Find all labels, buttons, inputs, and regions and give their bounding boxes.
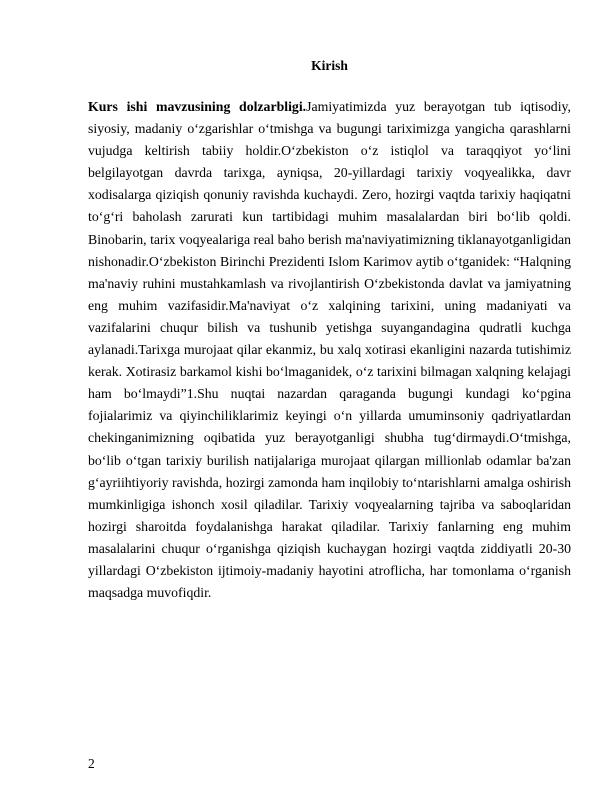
paragraph-text: Jamiyatimizda yuz berayotgan tub iqtisodiy, siyosiy, madaniy o‘zgarishlar o‘tmishga va bugungi tariximizga yangicha qarashlarni vujudga keltirish tabiiy holdir.O‘zbekiston o‘z istiqlol va taraqqiyot yo‘lini belgilayotgan davrda tarixga, ayniqsa, 20-yillardagi tarixiy voqyealikka, davr xodisalarga qiziqish qonuniy ravishda kuchaydi. Zero, hozirgi vaqtda tarixiy haqiqatni to‘g‘ri baholash zarurati kun tartibidagi muhim masalalardan biri bo‘lib qoldi. Binobarin, tarix voqyealariga real baho berish ma'naviyatimizning tiklanayotganligidan nishonadir.O‘zbekiston Birinchi Prezidenti Islom Karimov aytib o‘tganidek: “Halqning ma'naviy ruhini mustahkamlash va rivojlantirish O‘zbekistonda davlat va jamiyatning eng muhim vazifasidir.Ma'naviyat o‘z xalqining tarixini, uning madaniyati va vazifalarini chuqur bilish va tushunib yetishga suyangandagina qudratli kuchga aylanadi.Tarixga murojaat qilar ekanmiz, bu xalq xotirasi ekanligini nazarda tutishimiz kerak. Xotirasiz barkamol kishi bo‘lmaganidek, o‘z tarixini bilmagan xalqning kelajagi ham bo‘lmaydi”1.Shu nuqtai nazardan qaraganda bugungi kundagi ko‘pgina fojialarimiz va qiyinchiliklarimiz keyingi o‘n yillarda umuminsoniy qadriyatlardan chekinganimizning oqibatida yuz berayotganligi shubha tug‘dirmaydi.O‘tmishga, bo‘lib o‘tgan tarixiy burilish natijalariga murojaat qilargan millionlab odamlar ba'zan g‘ayriihtiyoriy ravishda, hozirgi zamonda ham inqilobiy to‘ntarishlarni amalga oshirish mumkinligiga ishonch xosil qiladilar. Tarixiy voqyealarning tajriba va saboqlaridan hozirgi sharoitda foydalanishga harakat qiladilar. Tarixiy fanlarning eng muhim masalalarini chuqur o‘rganishga qiziqish kuchaygan hozirgi vaqtda ziddiyatli 20-30 yillardagi O‘zbekiston ijtimoiy-madaniy hayotini atroflicha, har tomonlama o‘rganish maqsadga muvofiqdir. [88, 99, 571, 601]
page-number: 2 [88, 756, 95, 771]
section-title: Kirish [311, 58, 348, 73]
body-paragraph [88, 96, 571, 604]
lead-heading: Kurs ishi mavzusining dolzarbligi. [88, 99, 307, 114]
